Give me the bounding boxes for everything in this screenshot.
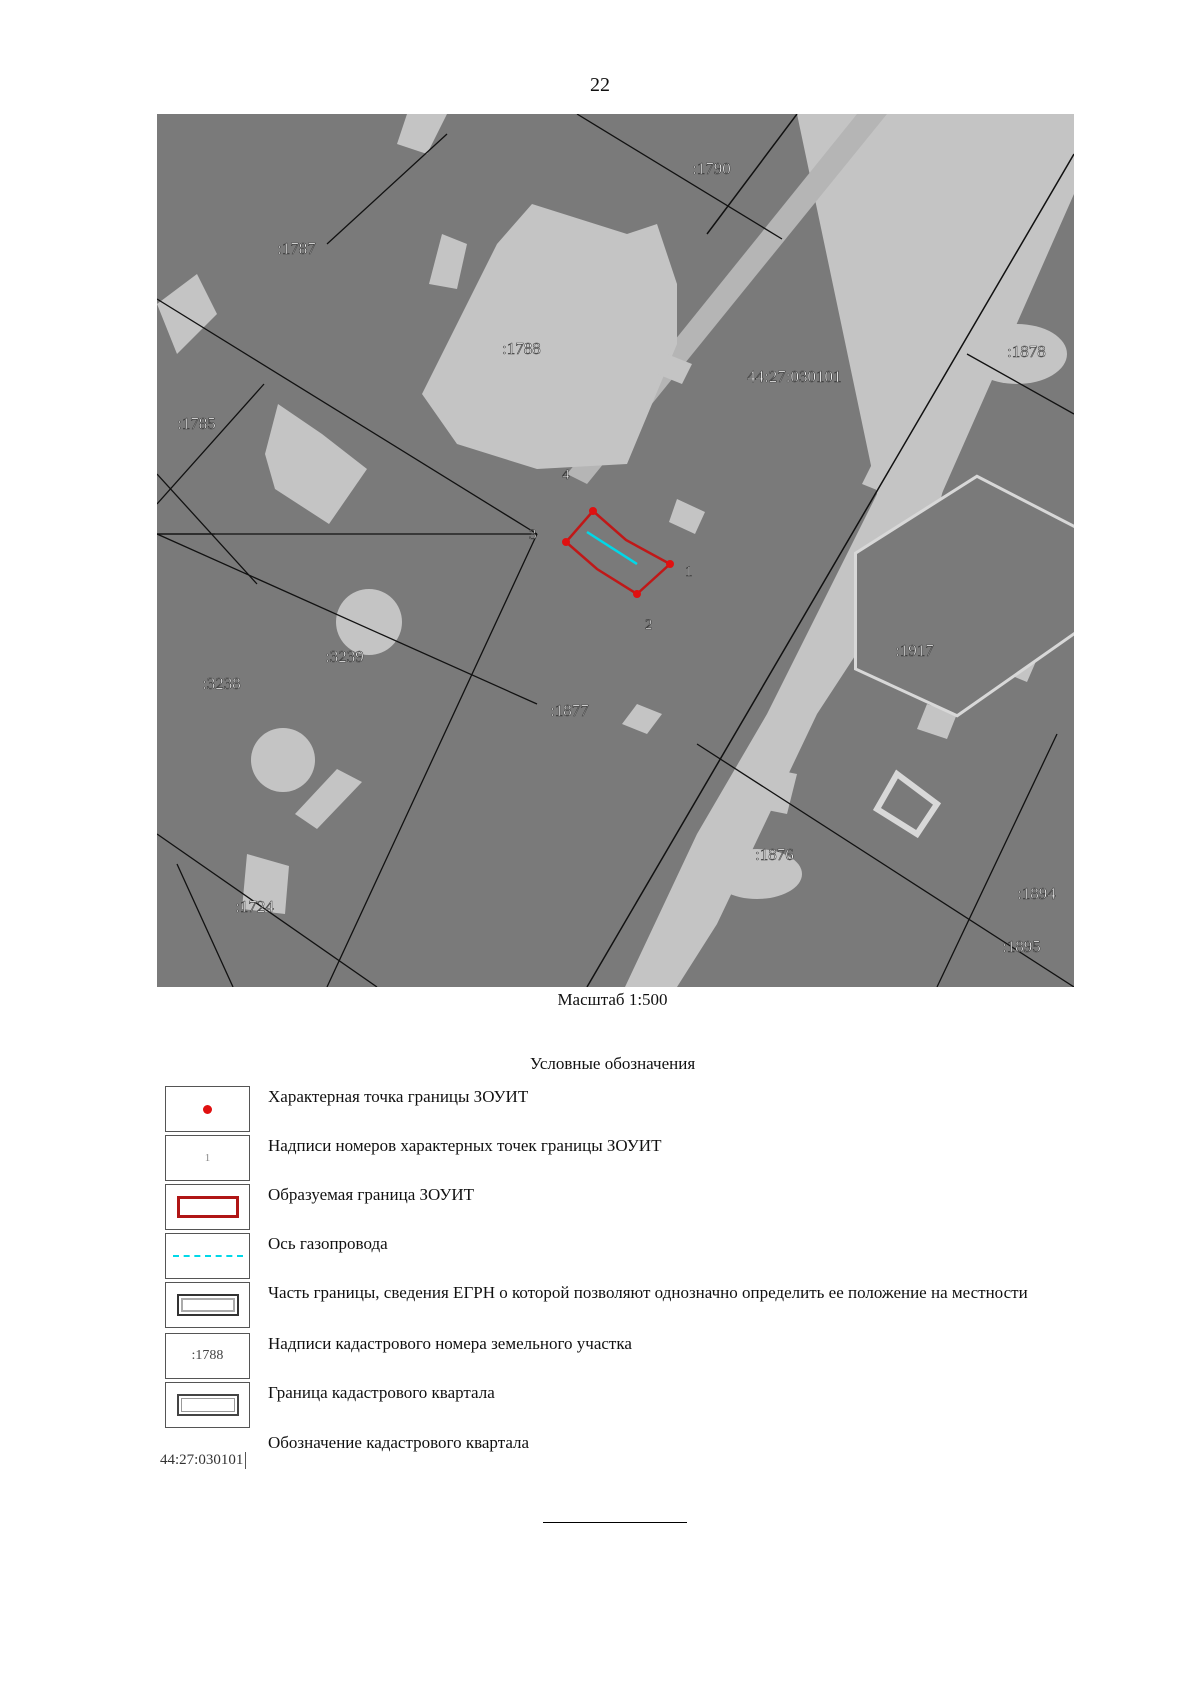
quarter-label: 44:27:030101 — [747, 367, 842, 386]
zouit-point — [562, 538, 570, 546]
red-rectangle-icon — [177, 1196, 239, 1218]
parcel-label: :1878 — [1007, 342, 1046, 361]
legend-symbol-quarter-boundary — [165, 1382, 250, 1428]
legend-text: Надписи номеров характерных точек границы ЗОУИТ — [268, 1136, 662, 1155]
legend-text: Ось газопровода — [268, 1234, 388, 1253]
legend-symbol-zouit-boundary — [165, 1184, 250, 1230]
zouit-point — [666, 560, 674, 568]
legend-symbol-point — [165, 1086, 250, 1132]
page-number: 22 — [590, 74, 610, 96]
legend-text: Характерная точка границы ЗОУИТ — [268, 1087, 529, 1106]
parcel-label: :1790 — [692, 159, 731, 178]
parcel-label: :1877 — [550, 701, 589, 720]
parcel-label: :1785 — [177, 414, 216, 433]
cyan-dash-line-icon — [173, 1255, 243, 1257]
legend-text: Граница кадастрового квартала — [268, 1383, 495, 1402]
tank-1 — [336, 589, 402, 655]
red-point-icon — [203, 1105, 212, 1114]
point-label: 2 — [645, 617, 653, 633]
parcel-label: :1787 — [277, 239, 316, 258]
parcel-label: :3238 — [202, 674, 241, 693]
cadastral-map[interactable] — [157, 114, 1074, 987]
parcel-label: :1894 — [1017, 884, 1056, 903]
parcel-label: :1788 — [502, 339, 541, 358]
parcel-label: :1876 — [755, 845, 794, 864]
closing-rule — [543, 1522, 687, 1523]
tank-2 — [251, 728, 315, 792]
legend-text: Часть границы, сведения ЕГРН о которой позволяют однозначно определить ее положение на местности — [268, 1283, 1028, 1302]
quarter-label-sample: 44:27:030101 — [160, 1452, 246, 1469]
map-canvas — [157, 114, 1074, 987]
legend-text: Образуемая граница ЗОУИТ — [268, 1185, 475, 1204]
legend-symbol-gas-axis — [165, 1233, 250, 1279]
zouit-point — [633, 590, 641, 598]
parcel-label: :1724 — [235, 897, 274, 916]
quarter-rectangle-icon — [177, 1394, 239, 1416]
parcel-label: :3239 — [325, 647, 364, 666]
legend-symbol-cadastral-number — [165, 1333, 250, 1379]
point-number-sample: 1 — [204, 1152, 211, 1164]
grey-rectangle-icon — [177, 1294, 239, 1316]
zouit-point — [589, 507, 597, 515]
legend-title: Условные обозначения — [529, 1054, 696, 1073]
parcel-label: :1895 — [1002, 937, 1041, 956]
point-label: 3 — [529, 527, 537, 543]
parcel-label: :1917 — [895, 641, 934, 660]
map-scale: Масштаб 1:500 — [557, 990, 668, 1009]
point-label: 4 — [562, 467, 570, 483]
cadastral-number-sample: :1788 — [191, 1348, 224, 1363]
legend-text: Обозначение кадастрового квартала — [268, 1433, 530, 1452]
legend-symbol-point-number — [165, 1135, 250, 1181]
point-label: 1 — [685, 564, 693, 580]
legend-text: Надписи кадастрового номера земельного участка — [268, 1334, 632, 1353]
legend-symbol-egrn-boundary — [165, 1282, 250, 1328]
patch — [947, 254, 1007, 294]
